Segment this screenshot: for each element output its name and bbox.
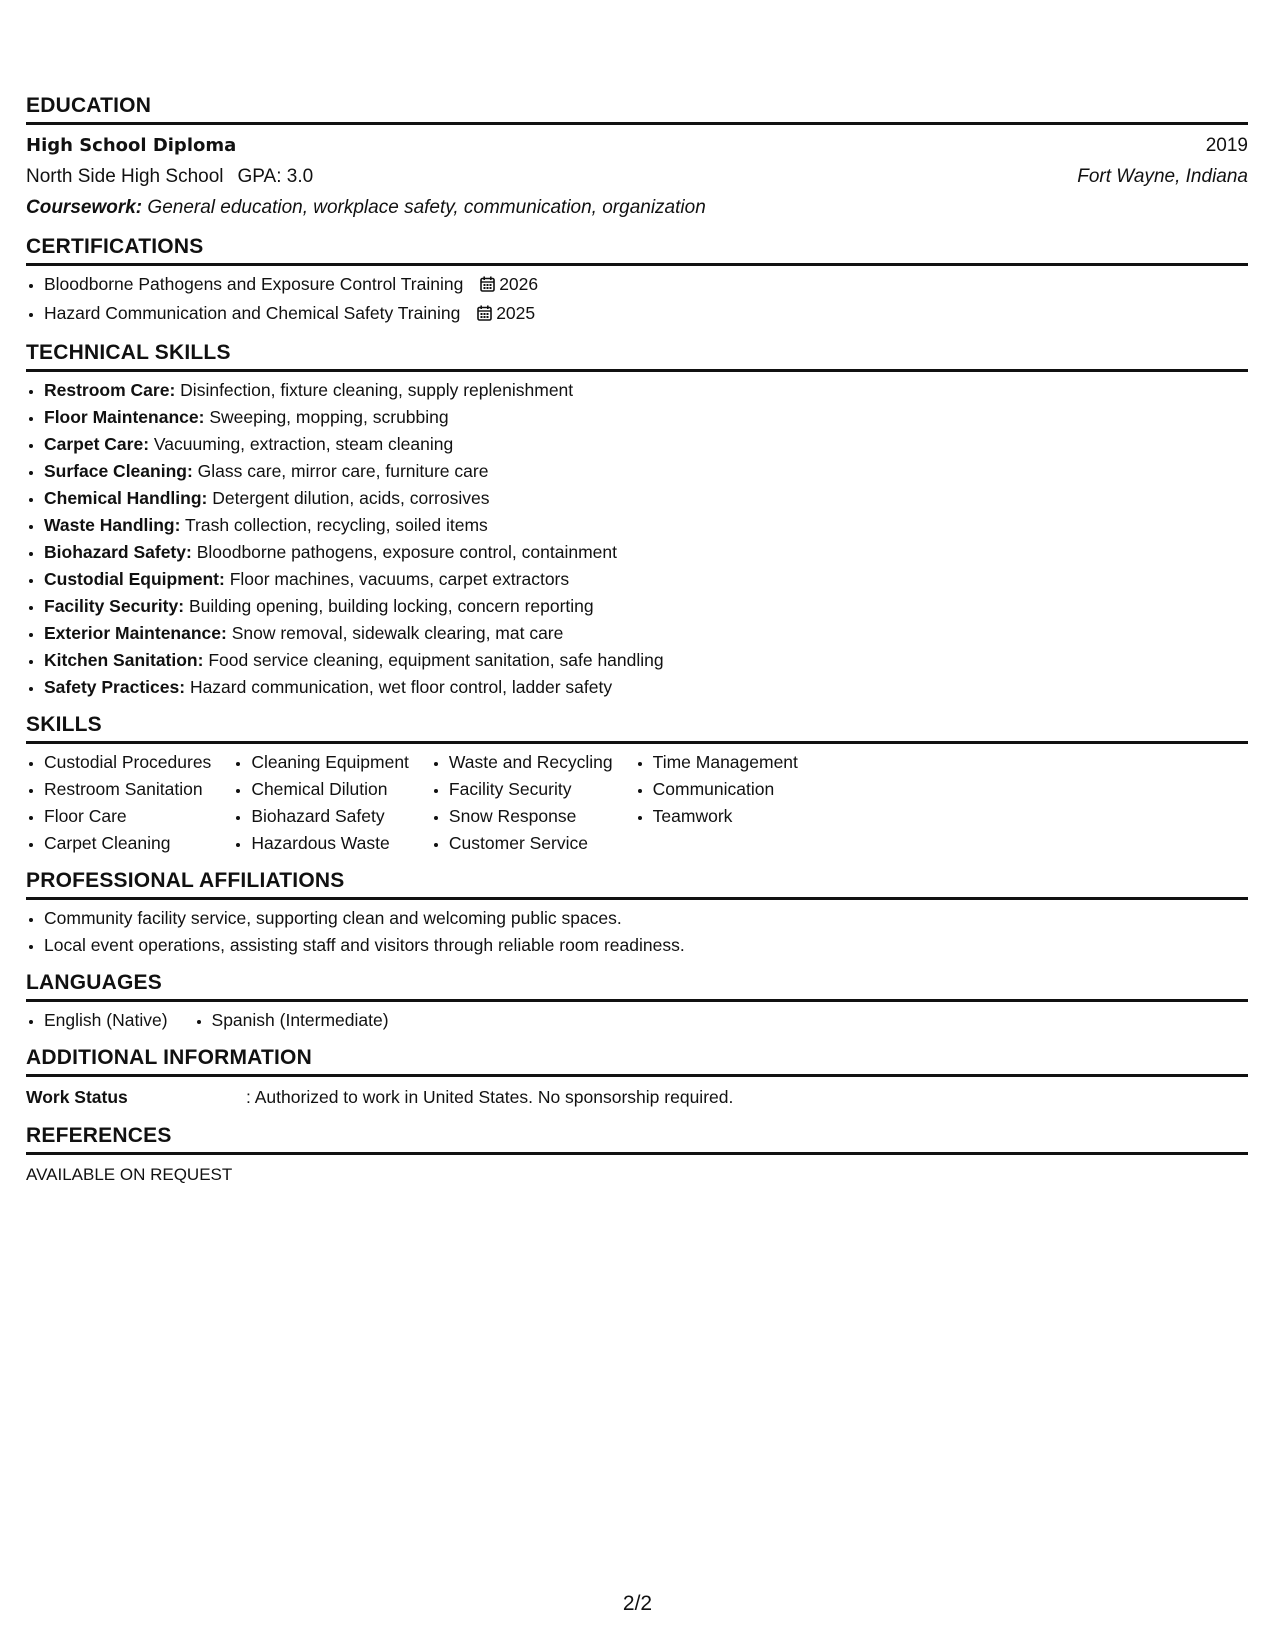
languages-heading: LANGUAGES (26, 969, 1248, 1002)
skills-section (26, 711, 1248, 857)
additional-info-heading: ADDITIONAL INFORMATION (26, 1044, 1248, 1077)
skill-detail: Snow removal, sidewalk clearing, mat care (231, 623, 564, 643)
list-item: • Chemical Dilution (251, 776, 409, 803)
skills-column (635, 749, 798, 857)
list-item: • Communication (653, 776, 798, 803)
list-item (44, 485, 1248, 512)
skills-heading: SKILLS (26, 711, 1248, 744)
list-item (44, 512, 1248, 539)
certifications-list (26, 271, 1248, 329)
certification-year: 2026 (499, 274, 539, 294)
list-item: • Waste and Recycling (449, 749, 613, 776)
list-item (44, 404, 1248, 431)
work-status-value: : Authorized to work in United States. No sponsorship required. (246, 1087, 734, 1107)
list-item: • Floor Care (44, 803, 211, 830)
skill-detail: Vacuuming, extraction, steam cleaning (153, 434, 454, 454)
list-item (44, 458, 1248, 485)
list-item (44, 539, 1248, 566)
list-item: • Teamwork (653, 803, 798, 830)
skill-detail: Glass care, mirror care, furniture care (197, 461, 489, 481)
technical-skills-heading: TECHNICAL SKILLS (26, 339, 1248, 372)
list-item (44, 647, 1248, 674)
additional-info-section (26, 1044, 1248, 1112)
skill-category: Carpet Care: (44, 434, 150, 454)
skill-detail: Floor machines, vacuums, carpet extractors (229, 569, 570, 589)
page-number: 2/2 (622, 1592, 653, 1615)
school-location: Fort Wayne, Indiana (1077, 166, 1248, 187)
list-item (44, 593, 1248, 620)
skill-category: Surface Cleaning: (44, 461, 193, 481)
list-item: • Cleaning Equipment (251, 749, 409, 776)
calendar-icon (477, 302, 492, 329)
gpa: GPA: 3.0 (237, 166, 314, 187)
list-item (44, 620, 1248, 647)
affiliations-heading: PROFESSIONAL AFFILIATIONS (26, 867, 1248, 900)
skill-detail: Sweeping, mopping, scrubbing (209, 407, 449, 427)
list-item: • Carpet Cleaning (44, 830, 211, 857)
skill-category: Restroom Care: (44, 380, 176, 400)
list-item: • Local event operations, assisting staff and visitors through reliable room readiness. (44, 932, 1248, 959)
affiliations-list (26, 905, 1248, 959)
certifications-heading: CERTIFICATIONS (26, 233, 1248, 266)
skills-column (26, 749, 211, 857)
certification-name: Hazard Communication and Chemical Safety Training (44, 303, 461, 323)
certification-name: Bloodborne Pathogens and Exposure Control Training (44, 274, 464, 294)
list-item (44, 431, 1248, 458)
list-item: • Custodial Procedures (44, 749, 211, 776)
certification-year: 2025 (496, 303, 536, 323)
degree-name: High School Diploma (26, 135, 237, 156)
coursework-text: General education, workplace safety, communication, organization (147, 197, 706, 218)
affiliations-section (26, 867, 1248, 959)
references-heading: REFERENCES (26, 1122, 1248, 1155)
technical-skills-list (26, 377, 1248, 701)
skill-detail: Disinfection, fixture cleaning, supply replenishment (180, 380, 574, 400)
education-section (26, 92, 1248, 223)
list-item: • English (Native) (44, 1007, 168, 1034)
list-item: • Facility Security (449, 776, 613, 803)
skill-category: Safety Practices: (44, 677, 186, 697)
education-heading: EDUCATION (26, 92, 1248, 125)
list-item: • Hazardous Waste (251, 830, 409, 857)
languages-section (26, 969, 1248, 1034)
skill-detail: Food service cleaning, equipment sanitation, safe handling (208, 650, 664, 670)
list-item: • Customer Service (449, 830, 613, 857)
skill-category: Chemical Handling: (44, 488, 208, 508)
skill-category: Floor Maintenance: (44, 407, 205, 427)
coursework-label: Coursework: (26, 197, 143, 218)
skill-category: Biohazard Safety: (44, 542, 192, 562)
skills-grid (26, 749, 1248, 857)
education-school-row (26, 161, 1248, 192)
references-section (26, 1122, 1248, 1190)
certifications-section (26, 233, 1248, 329)
list-item: • Snow Response (449, 803, 613, 830)
skills-column (431, 749, 613, 857)
list-item: • Biohazard Safety (251, 803, 409, 830)
skill-category: Facility Security: (44, 596, 185, 616)
skill-category: Kitchen Sanitation: (44, 650, 204, 670)
list-item (44, 377, 1248, 404)
list-item (44, 300, 1248, 329)
list-item (44, 674, 1248, 701)
skill-detail: Hazard communication, wet floor control, ladder safety (189, 677, 613, 697)
graduation-year: 2019 (1205, 135, 1248, 156)
list-item (44, 566, 1248, 593)
skill-detail: Detergent dilution, acids, corrosives (212, 488, 490, 508)
skill-category: Exterior Maintenance: (44, 623, 227, 643)
list-item: • Restroom Sanitation (44, 776, 211, 803)
coursework (26, 192, 1248, 223)
work-status-row (26, 1082, 1248, 1112)
work-status-label: Work Status (26, 1087, 128, 1107)
education-degree-row (26, 130, 1248, 161)
resume-page-2 (26, 92, 1248, 1200)
skill-detail: Bloodborne pathogens, exposure control, containment (196, 542, 617, 562)
skill-detail: Trash collection, recycling, soiled items (184, 515, 488, 535)
technical-skills-section (26, 339, 1248, 701)
list-item: • Time Management (653, 749, 798, 776)
skill-detail: Building opening, building locking, concern reporting (188, 596, 594, 616)
skill-category: Custodial Equipment: (44, 569, 225, 589)
references-text: AVAILABLE ON REQUEST (26, 1165, 233, 1184)
calendar-icon (480, 273, 495, 300)
list-item (44, 271, 1248, 300)
school-name: North Side High School (26, 166, 224, 187)
list-item: • Community facility service, supporting clean and welcoming public spaces. (44, 905, 1248, 932)
skills-column (233, 749, 409, 857)
list-item: • Spanish (Intermediate) (212, 1007, 389, 1034)
skill-category: Waste Handling: (44, 515, 181, 535)
languages-list (26, 1007, 1248, 1034)
